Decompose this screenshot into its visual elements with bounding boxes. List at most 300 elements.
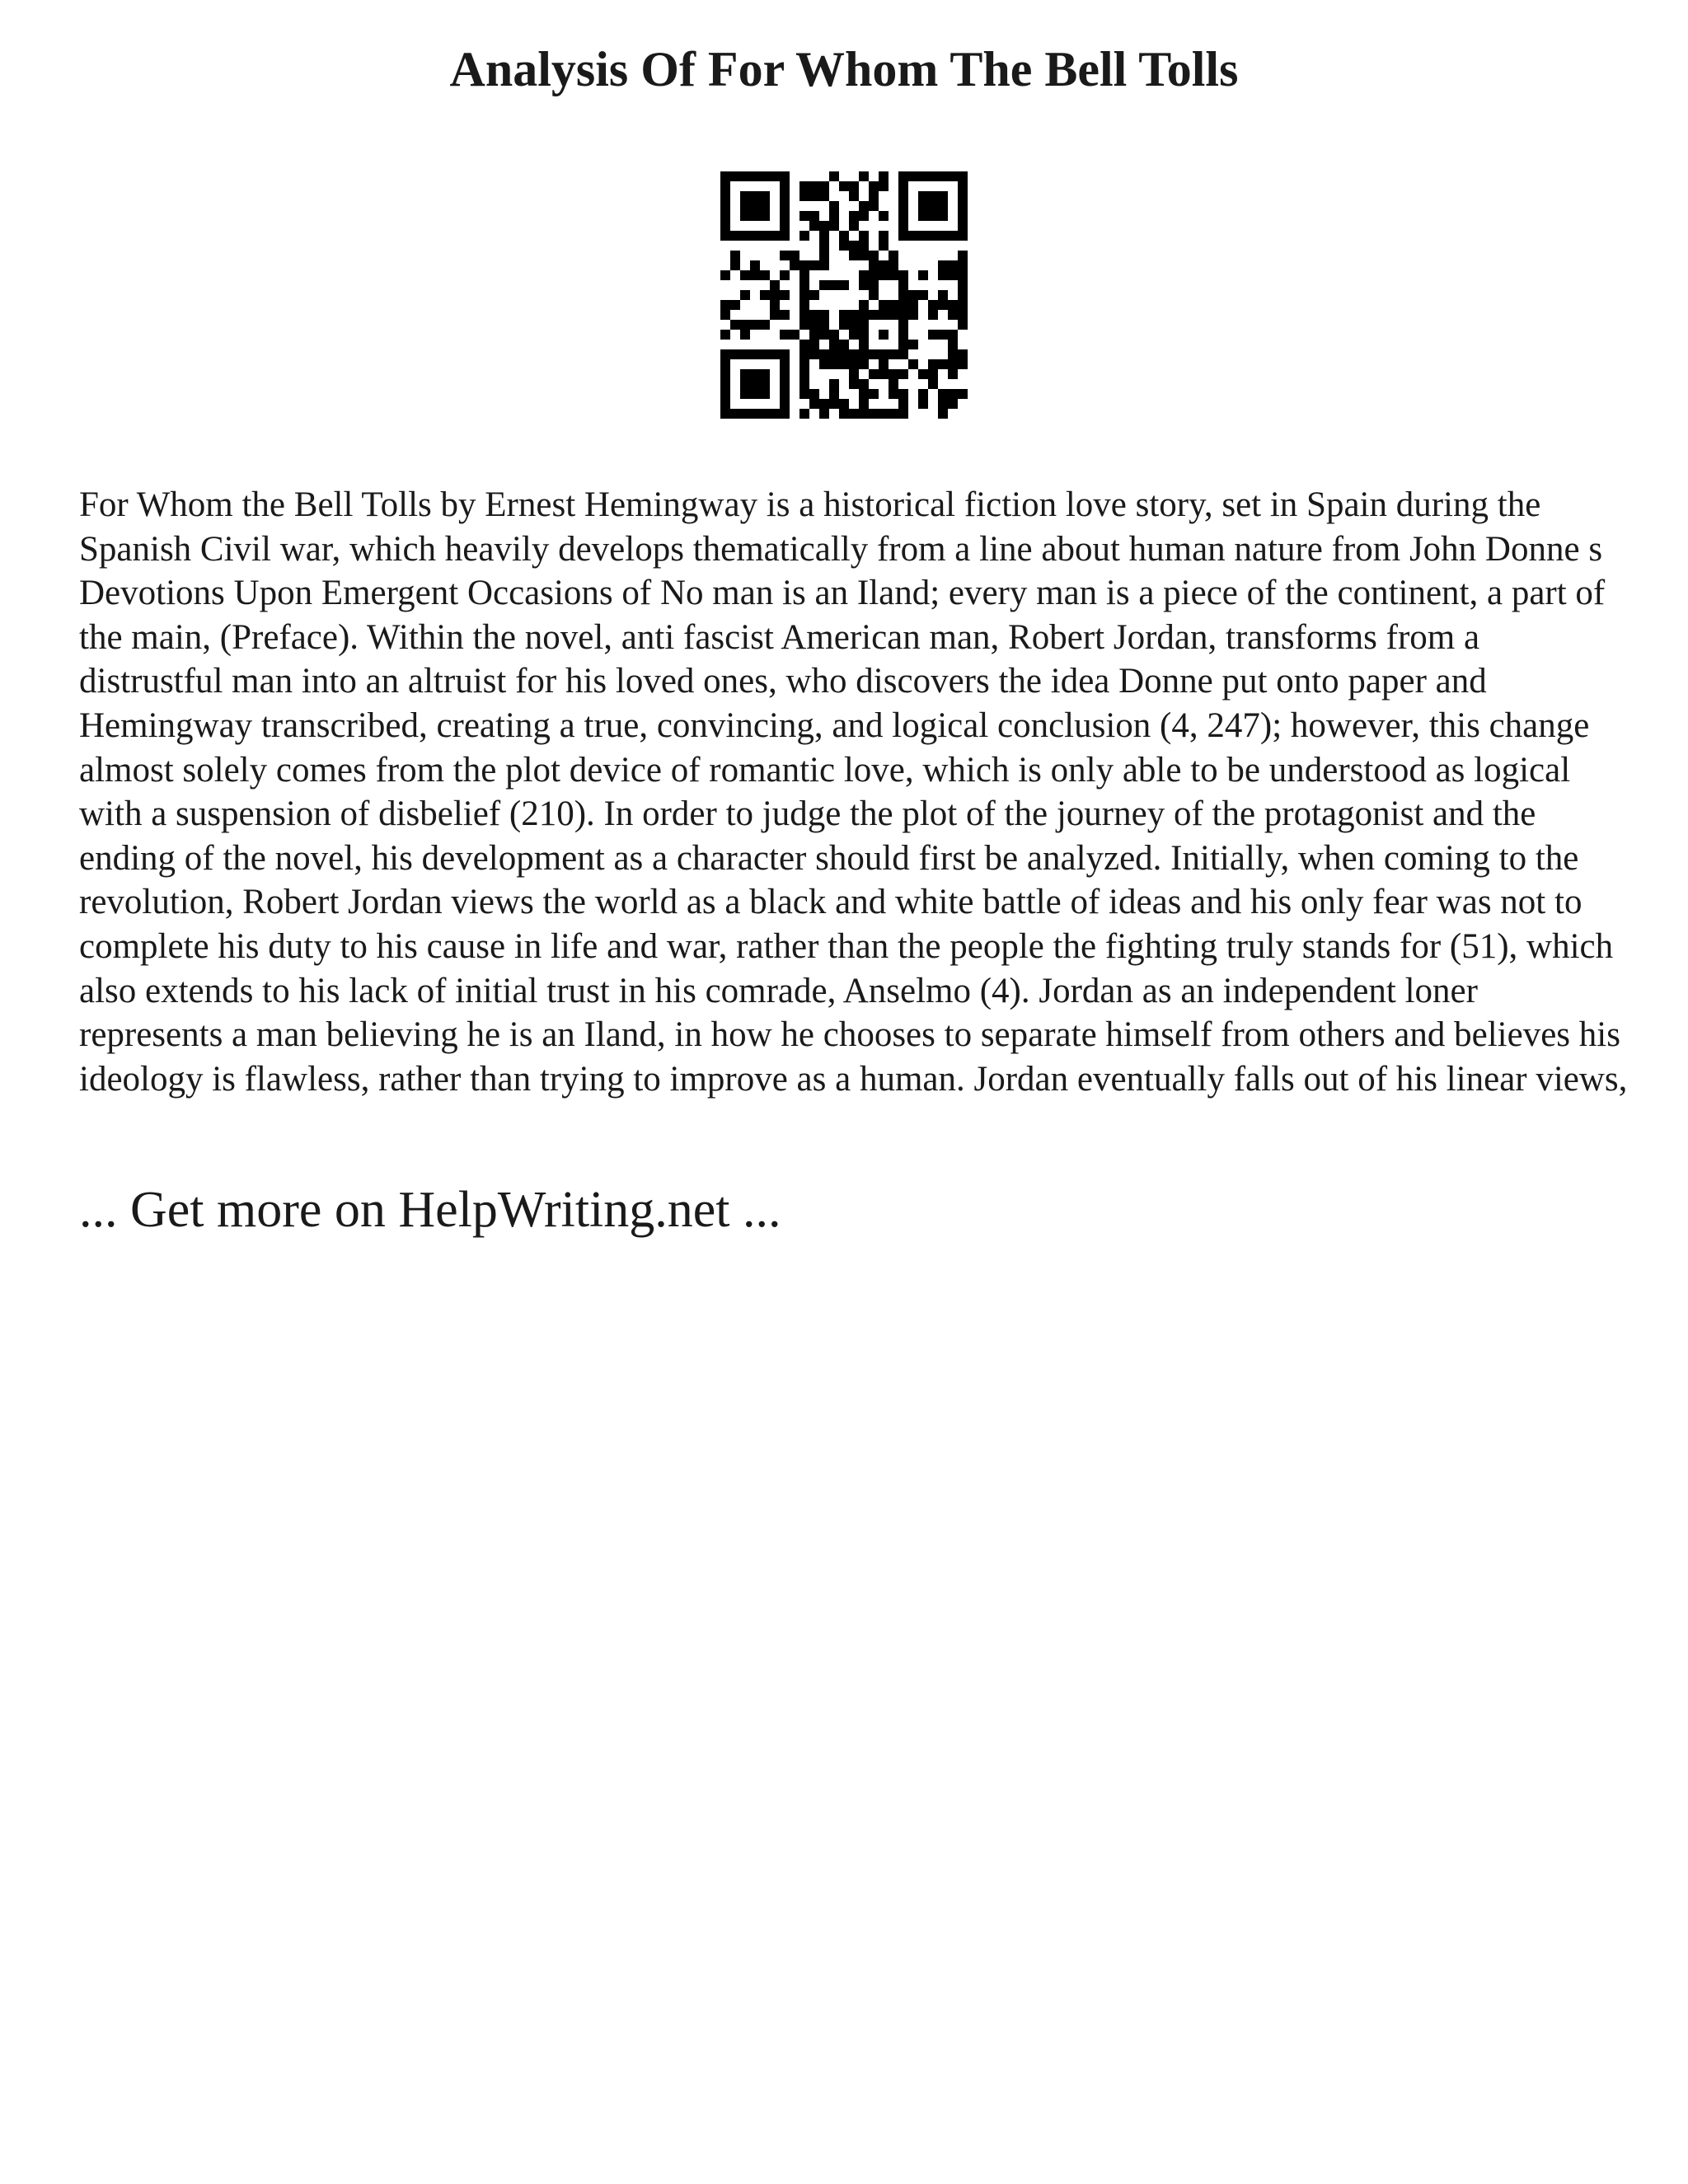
qr-module — [928, 211, 938, 221]
qr-module — [829, 389, 839, 399]
qr-module — [928, 231, 938, 241]
qr-module — [780, 369, 790, 379]
qr-module — [829, 280, 839, 290]
qr-module — [809, 399, 819, 409]
qr-module — [750, 379, 760, 389]
qr-module — [740, 389, 750, 399]
qr-module — [819, 399, 829, 409]
qr-module — [889, 389, 898, 399]
qr-module — [908, 290, 918, 300]
qr-module — [720, 349, 730, 359]
qr-module — [720, 201, 730, 211]
qr-module — [859, 359, 869, 369]
qr-module — [760, 409, 770, 419]
qr-module — [859, 399, 869, 409]
qr-module — [780, 191, 790, 201]
qr-module — [740, 320, 750, 330]
qr-module — [849, 330, 859, 340]
qr-module — [780, 290, 790, 300]
qr-module — [898, 270, 908, 280]
qr-module — [839, 359, 849, 369]
qr-module — [879, 349, 889, 359]
qr-module — [859, 171, 869, 181]
qr-module — [869, 201, 879, 211]
qr-module — [780, 310, 790, 320]
qr-module — [760, 211, 770, 221]
qr-module — [958, 231, 968, 241]
qr-module — [799, 191, 809, 201]
qr-module — [780, 221, 790, 231]
qr-module — [869, 251, 879, 260]
qr-module — [720, 330, 730, 340]
qr-module — [720, 191, 730, 201]
qr-module — [898, 290, 908, 300]
qr-module — [898, 181, 908, 191]
qr-module — [730, 171, 740, 181]
qr-module — [819, 359, 829, 369]
qr-module — [809, 349, 819, 359]
qr-module — [750, 211, 760, 221]
qr-module — [958, 191, 968, 201]
qr-module — [869, 270, 879, 280]
qr-module — [898, 171, 908, 181]
qr-module — [849, 181, 859, 191]
qr-module — [918, 270, 928, 280]
qr-module — [829, 201, 839, 211]
qr-module — [720, 270, 730, 280]
qr-module — [819, 349, 829, 359]
qr-module — [760, 369, 770, 379]
qr-module — [869, 191, 879, 201]
qr-module — [859, 300, 869, 310]
qr-module — [819, 280, 829, 290]
qr-module — [889, 409, 898, 419]
qr-module — [750, 260, 760, 270]
qr-module — [859, 211, 869, 221]
qr-module — [869, 181, 879, 191]
qr-module — [928, 191, 938, 201]
qr-module — [849, 211, 859, 221]
qr-module — [780, 399, 790, 409]
qr-module — [958, 260, 968, 270]
qr-module — [948, 171, 958, 181]
qr-module — [898, 349, 908, 359]
qr-module — [898, 320, 908, 330]
qr-module — [849, 349, 859, 359]
qr-module — [908, 171, 918, 181]
qr-module — [780, 270, 790, 280]
qr-module — [780, 181, 790, 191]
qr-module — [750, 320, 760, 330]
qr-module — [720, 231, 730, 241]
qr-module — [958, 211, 968, 221]
qr-module — [938, 231, 948, 241]
qr-module — [799, 369, 809, 379]
qr-module — [918, 389, 928, 399]
qr-module — [948, 340, 958, 349]
qr-module — [770, 290, 780, 300]
qr-module — [889, 349, 898, 359]
qr-module — [799, 290, 809, 300]
qr-module — [760, 349, 770, 359]
qr-module — [938, 409, 948, 419]
qr-module — [958, 310, 968, 320]
qr-module — [918, 369, 928, 379]
qr-module — [898, 221, 908, 231]
qr-module — [849, 359, 859, 369]
qr-module — [918, 191, 928, 201]
qr-module — [799, 260, 809, 270]
qr-code-graphic — [720, 171, 968, 419]
qr-module — [938, 191, 948, 201]
qr-module — [898, 280, 908, 290]
qr-module — [859, 310, 869, 320]
qr-module — [958, 280, 968, 290]
qr-module — [839, 320, 849, 330]
qr-module — [879, 260, 889, 270]
qr-module — [928, 171, 938, 181]
qr-module — [829, 221, 839, 231]
qr-module — [780, 251, 790, 260]
qr-module — [859, 379, 869, 389]
qr-module — [809, 389, 819, 399]
qr-module — [948, 389, 958, 399]
qr-module — [720, 359, 730, 369]
qr-module — [938, 359, 948, 369]
qr-module — [839, 349, 849, 359]
qr-module — [819, 241, 829, 251]
qr-module — [720, 181, 730, 191]
qr-module — [770, 171, 780, 181]
qr-module — [918, 171, 928, 181]
qr-module — [829, 211, 839, 221]
qr-module — [948, 310, 958, 320]
qr-module — [898, 409, 908, 419]
qr-module — [799, 181, 809, 191]
qr-module — [948, 399, 958, 409]
qr-module — [859, 280, 869, 290]
qr-module — [958, 290, 968, 300]
qr-module — [928, 359, 938, 369]
qr-module — [859, 251, 869, 260]
qr-module — [809, 260, 819, 270]
qr-module — [889, 251, 898, 260]
qr-module — [740, 379, 750, 389]
qr-module — [839, 399, 849, 409]
qr-module — [898, 330, 908, 340]
qr-module — [958, 389, 968, 399]
qr-module — [750, 409, 760, 419]
qr-module — [770, 300, 780, 310]
qr-module — [809, 221, 819, 231]
qr-module — [780, 330, 790, 340]
qr-module — [829, 340, 839, 349]
qr-module — [799, 231, 809, 241]
qr-module — [809, 330, 819, 340]
qr-module — [849, 221, 859, 231]
qr-module — [918, 211, 928, 221]
qr-module — [859, 349, 869, 359]
qr-module — [898, 389, 908, 399]
qr-module — [770, 310, 780, 320]
qr-module — [780, 349, 790, 359]
qr-module — [740, 330, 750, 340]
qr-module — [750, 349, 760, 359]
qr-module — [760, 191, 770, 201]
qr-module — [879, 369, 889, 379]
qr-module — [809, 310, 819, 320]
qr-module — [849, 409, 859, 419]
qr-module — [958, 300, 968, 310]
qr-module — [720, 310, 730, 320]
qr-module — [829, 330, 839, 340]
qr-module — [770, 280, 780, 290]
qr-module — [839, 241, 849, 251]
qr-module — [780, 359, 790, 369]
qr-module — [859, 201, 869, 211]
qr-module — [869, 349, 879, 359]
qr-module — [859, 320, 869, 330]
qr-module — [849, 320, 859, 330]
qr-module — [819, 181, 829, 191]
qr-module — [958, 349, 968, 359]
qr-module — [898, 211, 908, 221]
qr-module — [889, 310, 898, 320]
qr-module — [889, 369, 898, 379]
qr-module — [760, 201, 770, 211]
qr-module — [740, 409, 750, 419]
qr-module — [839, 181, 849, 191]
qr-module — [898, 201, 908, 211]
qr-module — [898, 191, 908, 201]
qr-module — [938, 399, 948, 409]
qr-module — [928, 201, 938, 211]
qr-module — [819, 191, 829, 201]
qr-module — [879, 409, 889, 419]
qr-module — [819, 231, 829, 241]
qr-module — [849, 379, 859, 389]
qr-module — [918, 231, 928, 241]
qr-module — [918, 290, 928, 300]
qr-module — [809, 340, 819, 349]
qr-module — [760, 171, 770, 181]
qr-module — [849, 369, 859, 379]
qr-module — [908, 359, 918, 369]
qr-module — [730, 260, 740, 270]
qr-module — [799, 211, 809, 221]
qr-module — [760, 379, 770, 389]
qr-module — [898, 231, 908, 241]
qr-module — [819, 260, 829, 270]
qr-module — [898, 369, 908, 379]
qr-module — [948, 231, 958, 241]
qr-module — [809, 290, 819, 300]
qr-module — [829, 379, 839, 389]
qr-module — [869, 369, 879, 379]
qr-module — [799, 320, 809, 330]
qr-module — [948, 300, 958, 310]
qr-module — [750, 389, 760, 399]
qr-module — [879, 359, 889, 369]
qr-module — [859, 241, 869, 251]
qr-module — [849, 310, 859, 320]
qr-module — [809, 191, 819, 201]
qr-module — [750, 369, 760, 379]
qr-module — [879, 270, 889, 280]
qr-module — [898, 300, 908, 310]
qr-module — [948, 359, 958, 369]
qr-module — [730, 300, 740, 310]
qr-module — [740, 171, 750, 181]
qr-module — [879, 310, 889, 320]
qr-module — [859, 270, 869, 280]
qr-module — [740, 211, 750, 221]
qr-module — [819, 409, 829, 419]
qr-module — [720, 409, 730, 419]
qr-module — [859, 389, 869, 399]
qr-module — [770, 349, 780, 359]
qr-code-icon — [720, 171, 968, 419]
qr-module — [829, 399, 839, 409]
qr-module — [720, 379, 730, 389]
qr-module — [740, 290, 750, 300]
qr-module — [780, 171, 790, 181]
qr-module — [958, 251, 968, 260]
qr-module — [928, 379, 938, 389]
qr-module — [908, 310, 918, 320]
qr-module — [869, 260, 879, 270]
qr-module — [948, 260, 958, 270]
qr-module — [750, 270, 760, 280]
page-title: Analysis Of For Whom The Bell Tolls — [449, 42, 1239, 96]
qr-module — [938, 270, 948, 280]
qr-module — [829, 349, 839, 359]
qr-module — [908, 231, 918, 241]
qr-module — [819, 330, 829, 340]
qr-module — [849, 241, 859, 251]
qr-module — [799, 340, 809, 349]
qr-module — [948, 270, 958, 280]
qr-module — [790, 260, 799, 270]
qr-module — [730, 320, 740, 330]
qr-module — [958, 171, 968, 181]
qr-module — [799, 359, 809, 369]
qr-module — [889, 300, 898, 310]
qr-module — [898, 340, 908, 349]
qr-module — [928, 369, 938, 379]
qr-module — [799, 280, 809, 290]
qr-module — [958, 359, 968, 369]
qr-module — [730, 231, 740, 241]
qr-module — [829, 359, 839, 369]
qr-module — [889, 260, 898, 270]
qr-module — [948, 330, 958, 340]
qr-module — [730, 409, 740, 419]
qr-module — [720, 300, 730, 310]
qr-module — [958, 221, 968, 231]
qr-module — [740, 369, 750, 379]
qr-module — [879, 330, 889, 340]
qr-module — [928, 330, 938, 340]
qr-module — [799, 409, 809, 419]
qr-module — [859, 330, 869, 340]
qr-module — [819, 310, 829, 320]
get-more-link[interactable]: ... Get more on HelpWriting.net ... — [79, 1182, 781, 1238]
qr-module — [780, 211, 790, 221]
qr-module — [740, 201, 750, 211]
qr-module — [879, 171, 889, 181]
qr-module — [938, 171, 948, 181]
qr-module — [859, 409, 869, 419]
qr-module — [859, 340, 869, 349]
qr-module — [720, 171, 730, 181]
qr-module — [780, 201, 790, 211]
qr-module — [760, 290, 770, 300]
qr-module — [879, 241, 889, 251]
qr-module — [780, 389, 790, 399]
qr-module — [938, 290, 948, 300]
qr-module — [730, 349, 740, 359]
qr-module — [898, 310, 908, 320]
qr-module — [869, 280, 879, 290]
qr-module — [918, 201, 928, 211]
qr-module — [809, 211, 819, 221]
qr-module — [760, 270, 770, 280]
qr-module — [958, 270, 968, 280]
qr-module — [770, 409, 780, 419]
qr-module — [879, 181, 889, 191]
qr-module — [908, 340, 918, 349]
qr-module — [869, 310, 879, 320]
qr-module — [958, 201, 968, 211]
qr-module — [839, 340, 849, 349]
qr-module — [809, 181, 819, 191]
qr-module — [879, 300, 889, 310]
qr-module — [908, 300, 918, 310]
qr-module — [780, 379, 790, 389]
qr-module — [938, 300, 948, 310]
qr-module — [750, 171, 760, 181]
qr-module — [740, 349, 750, 359]
qr-module — [780, 231, 790, 241]
qr-module — [869, 389, 879, 399]
qr-module — [879, 211, 889, 221]
qr-module — [859, 231, 869, 241]
qr-module — [938, 201, 948, 211]
qr-module — [720, 399, 730, 409]
qr-module — [740, 231, 750, 241]
qr-module — [750, 201, 760, 211]
qr-module — [799, 349, 809, 359]
qr-module — [809, 320, 819, 330]
qr-module — [928, 310, 938, 320]
qr-module — [958, 181, 968, 191]
qr-module — [948, 369, 958, 379]
qr-module — [819, 320, 829, 330]
qr-module — [839, 310, 849, 320]
qr-module — [869, 290, 879, 300]
qr-module — [869, 409, 879, 419]
qr-module — [799, 310, 809, 320]
qr-module — [790, 330, 799, 340]
qr-module — [938, 211, 948, 221]
qr-module — [750, 191, 760, 201]
qr-module — [889, 379, 898, 389]
qr-module — [819, 251, 829, 260]
qr-module — [948, 349, 958, 359]
qr-module — [829, 171, 839, 181]
qr-module — [720, 221, 730, 231]
